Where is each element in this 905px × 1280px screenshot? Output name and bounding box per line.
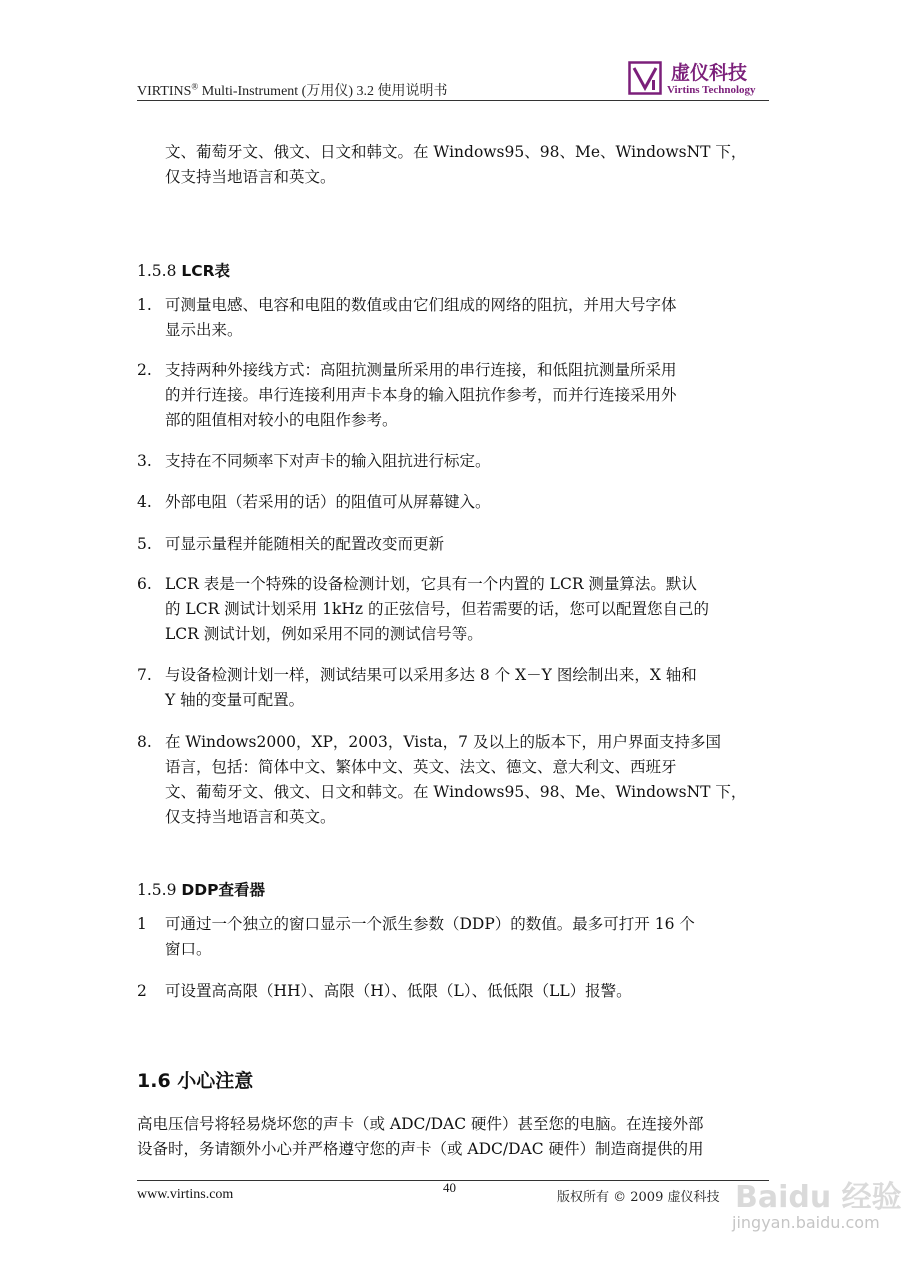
page-number: 40 (443, 1180, 456, 1195)
list-item: 外部电阻（若采用的话）的阻值可从屏幕键入。 (165, 493, 491, 511)
list-item-number: 8. (137, 733, 152, 751)
intro-paragraph (165, 140, 746, 190)
logo-chinese-name: 虚仪科技 (671, 62, 748, 84)
list-item-number: 6. (137, 575, 152, 593)
document-header-title: VIRTINS® Multi-Instrument (万用仪) 3.2 使用说明书 (137, 81, 448, 99)
section-heading-caution: 1.6 小心注意 (137, 1070, 254, 1092)
baidu-watermark-url: jingyan.baidu.com (732, 1213, 880, 1232)
list-item-number: 3. (137, 452, 152, 470)
header-divider (137, 100, 769, 101)
list-item-number: 1 (137, 915, 147, 933)
footer-copyright: 版权所有 © 2009 虚仪科技 (557, 1190, 720, 1205)
list-item-number: 2 (137, 982, 147, 1000)
list-item-number: 5. (137, 535, 152, 553)
list-item-number: 7. (137, 666, 152, 684)
list-item: 与设备检测计划一样，测试结果可以采用多达 8 个 X－Y 图绘制出来，X 轴和 Y 轴的变量可配置。 (165, 666, 697, 709)
text-line: 仅支持当地语言和英文。 (165, 168, 336, 186)
list-item: 在 Windows2000，XP，2003，Vista，7 及以上的版本下，用户界面支持多国 语言，包括：简体中文、繁体中文、英文、法文、德文、意大利文、西班牙 文、葡萄牙文、俄文、日文和韩文。在 Windows95、98、Me、WindowsNT 下， 仅支持当地语言和英文。 (165, 733, 747, 826)
list-item-number: 4. (137, 493, 152, 511)
baidu-watermark: Baidu 经验 (735, 1180, 902, 1215)
list-item-number: 1. (137, 296, 152, 314)
footer-website: www.virtins.com (137, 1187, 234, 1202)
section-heading-lcr: 1.5.8 LCR表 (137, 262, 231, 280)
virtins-logo-icon (628, 61, 662, 95)
text-line: 文、葡萄牙文、俄文、日文和韩文。在 Windows95、98、Me、WindowsNT 下， (165, 143, 747, 161)
list-item: 可通过一个独立的窗口显示一个派生参数（DDP）的数值。最多可打开 16 个 窗口。 (165, 915, 695, 958)
section-heading-ddp: 1.5.9 DDP查看器 (137, 881, 265, 899)
list-item: 可测量电感、电容和电阻的数值或由它们组成的网络的阻抗，并用大号字体 显示出来。 (165, 296, 677, 339)
list-item: 支持两种外接线方式：高阻抗测量所采用的串行连接，和低阻抗测量所采用 的并行连接。串行连接利用声卡本身的输入阻抗作参考，而并行连接采用外 部的阻值相对较小的电阻作参考。 (165, 361, 677, 429)
caution-paragraph: 高电压信号将轻易烧坏您的声卡（或 ADC/DAC 硬件）甚至您的电脑。在连接外部 设备时，务请额外小心并严格遵守您的声卡（或 ADC/DAC 硬件）制造商提供的用 (137, 1115, 704, 1158)
logo-english-name: Virtins Technology (667, 84, 756, 96)
list-item: LCR 表是一个特殊的设备检测计划，它具有一个内置的 LCR 测量算法。默认 的 LCR 测试计划采用 1kHz 的正弦信号，但若需要的话，您可以配置您自己的 LCR 测试计划，例如采用不同的测试信号等。 (165, 575, 709, 643)
list-item-number: 2. (137, 361, 152, 379)
list-item: 可设置高高限（HH）、高限（H）、低限（L）、低低限（LL）报警。 (165, 982, 632, 1000)
list-item: 可显示量程并能随相关的配置改变而更新 (165, 535, 445, 553)
list-item: 支持在不同频率下对声卡的输入阻抗进行标定。 (165, 452, 491, 470)
